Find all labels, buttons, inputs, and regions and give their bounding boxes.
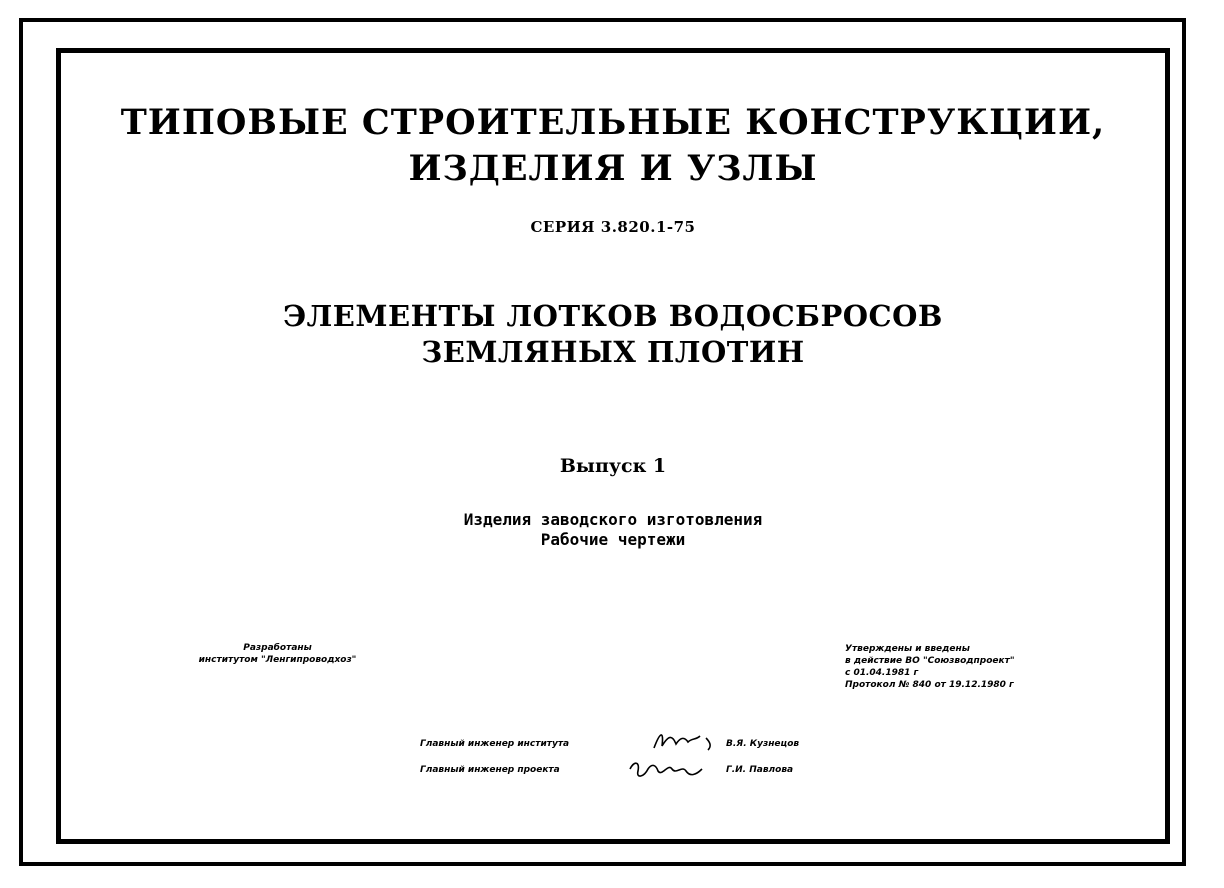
signatory-name-2: Г.И. Павлова bbox=[726, 765, 794, 775]
series-label: СЕРИЯ 3.820.1-75 bbox=[530, 218, 696, 236]
document-subject bbox=[56, 298, 1170, 370]
subject-line-1: ЭЛЕМЕНТЫ ЛОТКОВ ВОДОСБРОСОВ bbox=[283, 299, 943, 333]
document-title bbox=[56, 100, 1170, 192]
approval-line-3: с 01.04.1981 г bbox=[845, 668, 919, 678]
developed-by-line-2: институтом "Ленгипроводхоз" bbox=[198, 655, 357, 665]
signatory-role-2: Главный инженер проекта bbox=[420, 765, 560, 775]
approval-line-4: Протокол № 840 от 19.12.1980 г bbox=[845, 680, 1014, 690]
signature-2 bbox=[626, 757, 716, 783]
approval-line-1: Утверждены и введены bbox=[845, 644, 970, 654]
issue-description-line-2: Рабочие чертежи bbox=[540, 530, 686, 549]
subject-line-2: ЗЕМЛЯНЫХ ПЛОТИН bbox=[421, 335, 805, 369]
signatory-name-1: В.Я. Кузнецов bbox=[726, 739, 800, 749]
signatory-role-1: Главный инженер института bbox=[420, 739, 570, 749]
issue-description-line-1: Изделия заводского изготовления bbox=[463, 510, 763, 529]
developed-by bbox=[170, 642, 385, 666]
signature-1 bbox=[650, 728, 720, 754]
title-line-2: ИЗДЕЛИЯ И УЗЛЫ bbox=[408, 148, 818, 189]
approval-line-2: в действие ВО "Союзводпроект" bbox=[845, 656, 1015, 666]
developed-by-line-1: Разработаны bbox=[243, 643, 312, 653]
issue-description bbox=[56, 510, 1170, 550]
approval-note bbox=[845, 643, 1015, 691]
title-line-1: ТИПОВЫЕ СТРОИТЕЛЬНЫЕ КОНСТРУКЦИИ, bbox=[120, 102, 1106, 143]
issue-label: Выпуск 1 bbox=[559, 455, 667, 477]
